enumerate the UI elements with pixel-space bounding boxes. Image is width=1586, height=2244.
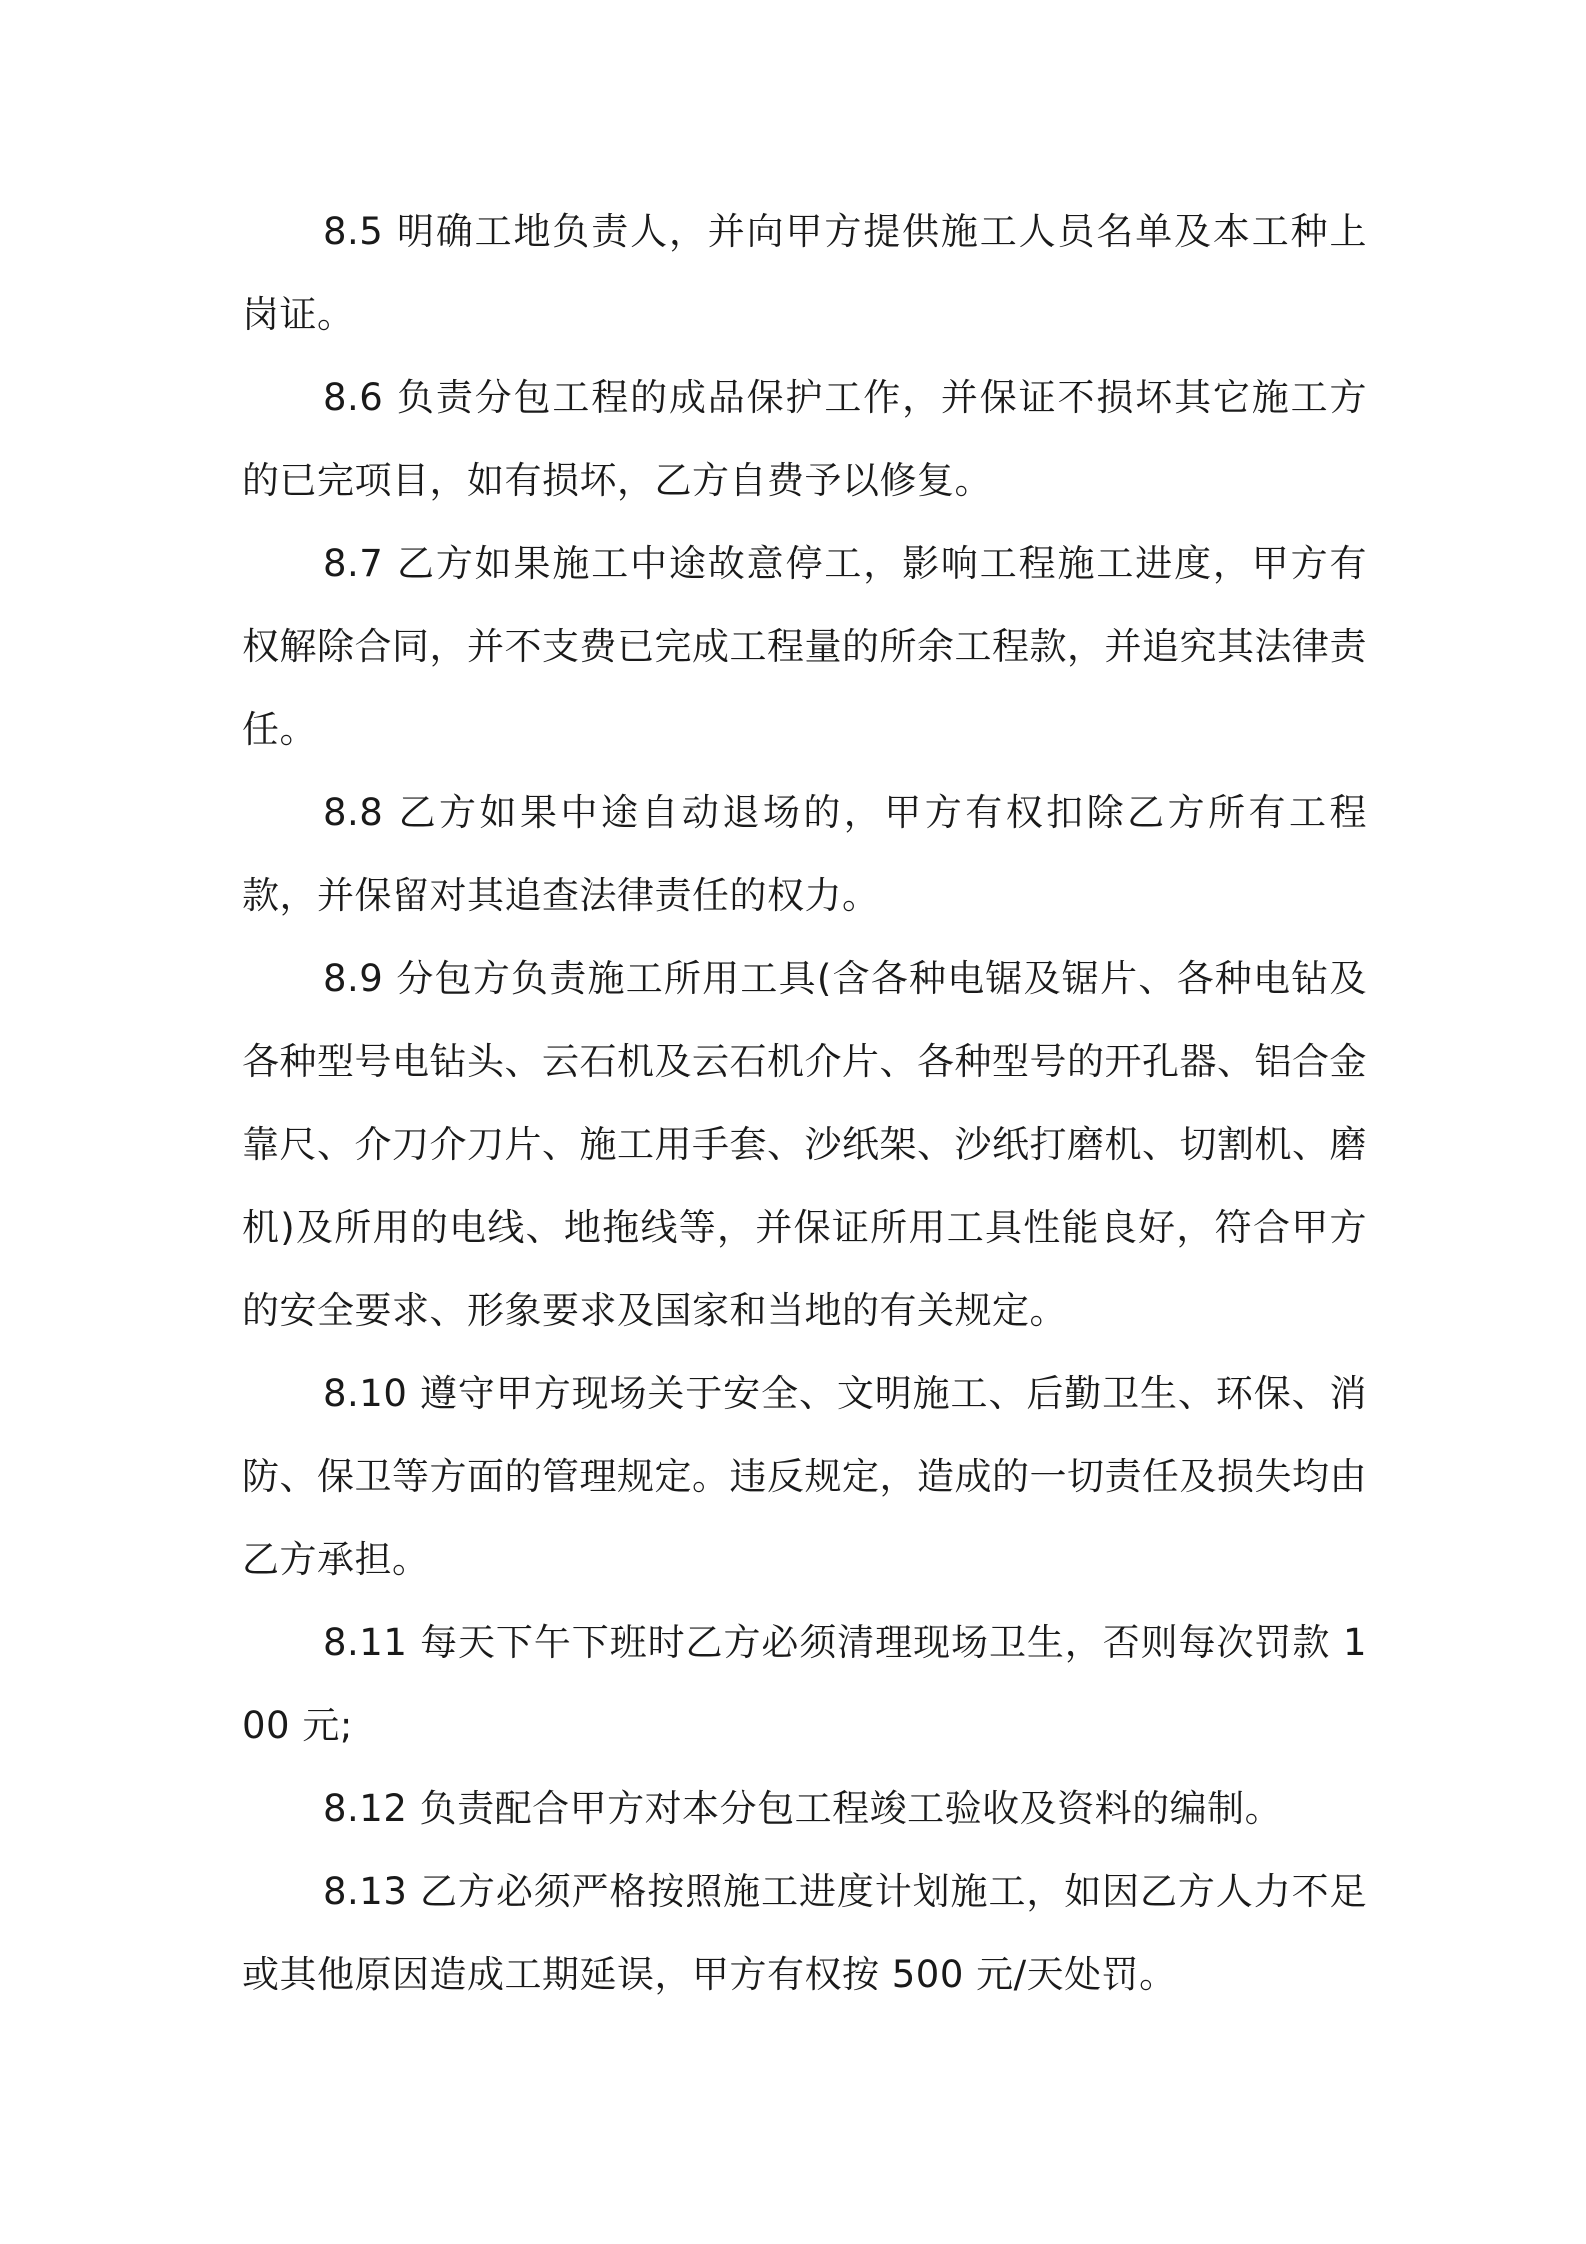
clause-8-6: 8.6 负责分包工程的成品保护工作，并保证不损坏其它施工方的已完项目，如有损坏，乙方自费予以修复。 xyxy=(242,376,1367,502)
clause-8-11: 8.11 每天下午下班时乙方必须清理现场卫生，否则每次罚款 100 元; xyxy=(242,1621,1367,1747)
clause-8-9: 8.9 分包方负责施工所用工具(含各种电锯及锯片、各种电钻及各种型号电钻头、云石机及云石机介片、各种型号的开孔器、铝合金靠尺、介刀介刀片、施工用手套、沙纸架、沙纸打磨机、切割机、磨机)及所用的电线、地拖线等，并保证所用工具性能良好，符合甲方的安全要求、形象要求及国家和当地的有关规定。 xyxy=(242,957,1367,1332)
clause-8-12: 8.12 负责配合甲方对本分包工程竣工验收及资料的编制。 xyxy=(323,1787,1283,1830)
clause-8-10: 8.10 遵守甲方现场关于安全、文明施工、后勤卫生、环保、消防、保卫等方面的管理规定。违反规定，造成的一切责任及损失均由乙方承担。 xyxy=(242,1372,1367,1581)
clause-8-7: 8.7 乙方如果施工中途故意停工，影响工程施工进度，甲方有权解除合同，并不支费已完成工程量的所余工程款，并追究其法律责任。 xyxy=(242,542,1367,751)
document-body xyxy=(242,190,1367,2016)
clause-8-5: 8.5 明确工地负责人，并向甲方提供施工人员名单及本工种上岗证。 xyxy=(242,210,1367,336)
clause-8-13: 8.13 乙方必须严格按照施工进度计划施工，如因乙方人力不足或其他原因造成工期延误，甲方有权按 500 元/天处罚。 xyxy=(242,1870,1367,1996)
clause-8-8: 8.8 乙方如果中途自动退场的，甲方有权扣除乙方所有工程款，并保留对其追查法律责任的权力。 xyxy=(242,791,1367,917)
